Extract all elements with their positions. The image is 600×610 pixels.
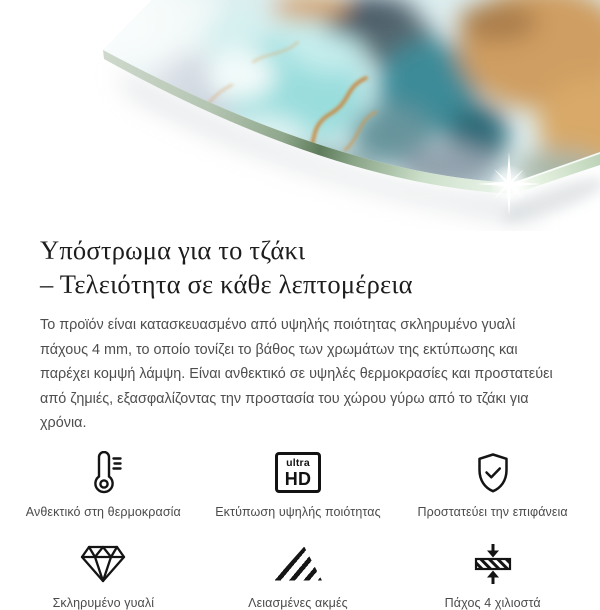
- feature-label: Πάχος 4 χιλιοστά: [444, 595, 541, 610]
- feature-label: Εκτύπωση υψηλής ποιότητας: [215, 504, 381, 519]
- product-image: [0, 0, 600, 231]
- feature-protection: [395, 450, 590, 519]
- ultra-hd-icon: [275, 450, 322, 496]
- product-description-text: Το προϊόν είναι κατασκευασμένο από υψηλής ποιότητας σκληρυμένο γυαλί πάχους 4 mm, το οποίο τονίζει το βάθος των χρωμάτων της εκτύπωσης και παρέχει κομψή λάμψη. Είναι ανθεκτικό σε υψηλές θερμοκρασίες και προστατεύει από ζημιές, εξασφαλίζοντας την προστασία του χώρου γύρω από το τζάκι για χρόνια.: [40, 317, 553, 431]
- polished-edges-icon: [274, 541, 322, 587]
- feature-label: Ανθεκτικό στη θερμοκρασία: [25, 504, 181, 519]
- shield-check-icon: [471, 450, 515, 496]
- feature-polished-edges: [201, 541, 396, 610]
- feature-label: Λειασμένες ακμές: [248, 595, 348, 610]
- uhd-text-top: ultra: [286, 457, 310, 470]
- feature-thickness: [395, 541, 590, 610]
- feature-print-quality: [201, 450, 396, 519]
- page-title: [40, 233, 560, 301]
- title-line-1: Υπόστρωμα για το τζάκι: [40, 235, 306, 265]
- glass-panel-illustration: [0, 0, 600, 231]
- uhd-text-bottom: HD: [284, 468, 312, 489]
- diamond-icon: [79, 541, 127, 587]
- thickness-icon: [470, 541, 516, 587]
- feature-label: Σκληρυμένο γυαλί: [52, 595, 155, 610]
- title-line-2: – Τελειότητα σε κάθε λεπτομέρεια: [40, 269, 413, 299]
- feature-label: Προστατεύει την επιφάνεια: [417, 504, 568, 519]
- thermometer-icon: [82, 450, 124, 496]
- feature-temperature: [6, 450, 201, 519]
- feature-tempered-glass: [6, 541, 201, 610]
- feature-grid: [6, 450, 590, 610]
